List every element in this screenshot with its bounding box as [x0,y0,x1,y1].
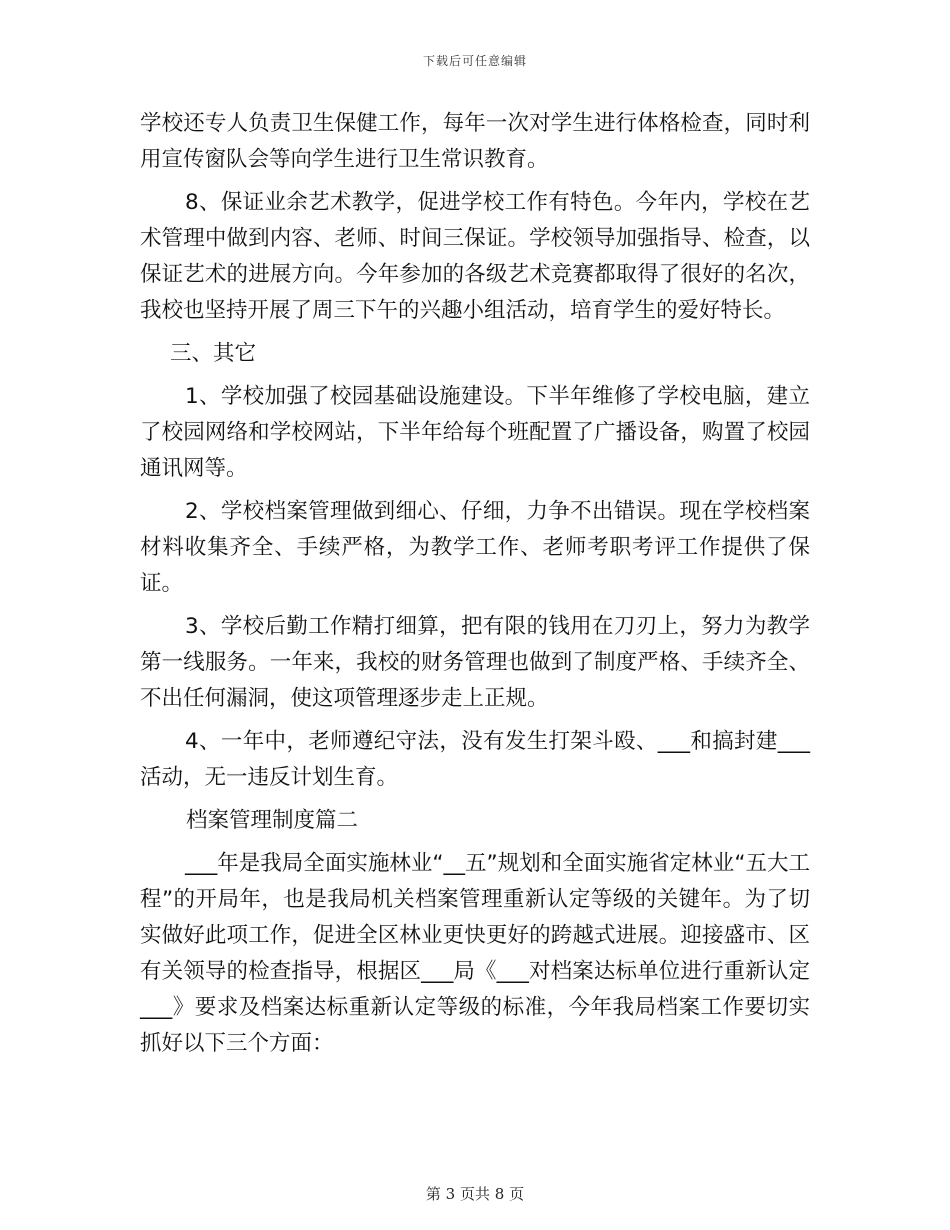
section-heading-archive-part-two: 档案管理制度篇二 [186,808,359,833]
paragraph-item-1: 1、学校加强了校园基础设施建设。下半年维修了学校电脑，建立了校园网络和学校网站，下半年给每个班配置了广播设备，购置了校园通讯网等。 [140,384,810,481]
paragraph-item-8: 8、保证业余艺术教学，促进学校工作有特色。今年内，学校在艺术管理中做到内容、老师、时间三保证。学校领导加强指导、检查，以保证艺术的进展方向。今年参加的各级艺术竞赛都取得了很好的名次，我校也坚持开展了周三下午的兴趣小组活动，培育学生的爱好特长。 [140,190,810,323]
paragraph-archive-intro: ___年是我局全面实施林业“__五”规划和全面实施省定林业“五大工程”的开局年，也是我局机关档案管理重新认定等级的关键年。为了切实做好此项工作，促进全区林业更快更好的跨越式进展。迎接盛市、区有关领导的检查指导，根据区___局《___对档案达标单位进行重新认定___》要求及档案达标重新认定等级的标准，今年我局档案工作要切实抓好以下三个方面： [140,851,810,1056]
paragraph-continuation: 学校还专人负责卫生保健工作，每年一次对学生进行体格检查，同时利用宣传窗队会等向学生进行卫生常识教育。 [140,111,810,172]
page-header: 下载后可任意编辑 [422,54,527,68]
section-heading-other: 三、其它 [170,341,257,366]
paragraph-item-3: 3、学校后勤工作精打细算，把有限的钱用在刀刃上，努力为教学第一线服务。一年来，我校的财务管理也做到了制度严格、手续齐全、不出任何漏洞，使这项管理逐步走上正规。 [140,614,810,711]
paragraph-item-2: 2、学校档案管理做到细心、仔细，力争不出错误。现在学校档案材料收集齐全、手续严格，为教学工作、老师考职考评工作提供了保证。 [140,499,810,596]
paragraph-item-4: 4、一年中，老师遵纪守法，没有发生打架斗殴、___和搞封建___活动，无一违反计划生育。 [140,729,810,790]
document-body [140,106,810,1069]
page-number-footer: 第 3 页共 8 页 [425,1185,525,1203]
